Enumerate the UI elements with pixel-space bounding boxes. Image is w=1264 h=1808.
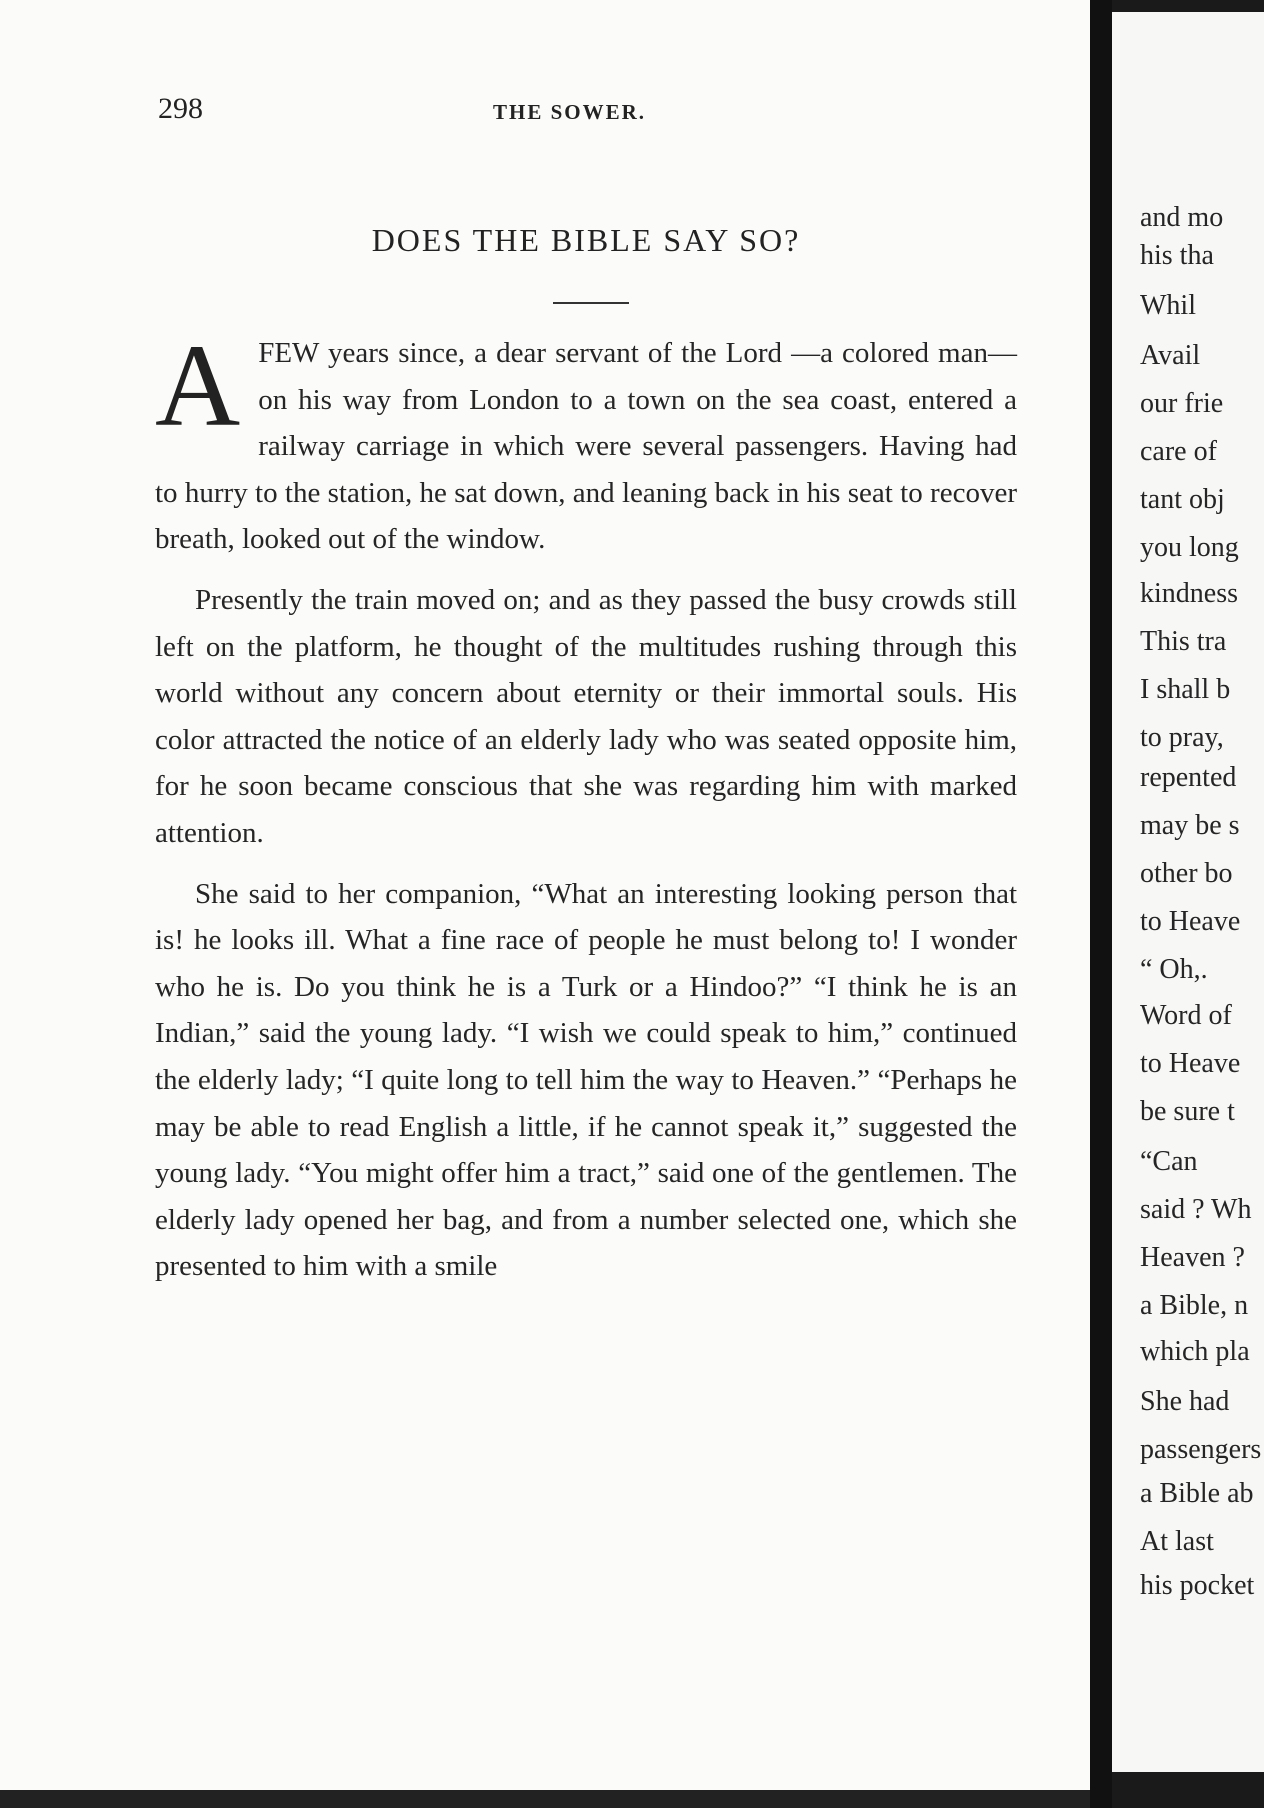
drop-cap: A	[155, 320, 241, 451]
line-fragment: Whil	[1140, 290, 1196, 321]
line-fragment: Avail	[1140, 340, 1201, 371]
line-fragment: “Can	[1140, 1146, 1198, 1177]
right-page	[1112, 12, 1264, 1772]
article-body	[155, 320, 1017, 1304]
line-fragment: which pla	[1140, 1336, 1250, 1367]
line-fragment: tant obj	[1140, 484, 1225, 515]
line-fragment: “ Oh,.	[1140, 954, 1208, 985]
book-gutter	[1090, 0, 1112, 1808]
journal-title: THE SOWER.	[493, 100, 647, 124]
line-fragment: you long	[1140, 532, 1239, 563]
line-fragment: his tha	[1140, 240, 1214, 271]
paragraph: She said to her companion, “What an interesting looking person that is! he looks ill. What a fine race of people he must belong to! I wonder who he is. Do you think he is a Turk or a Hindoo?” “I think he is an Indian,” said the young lady. “I wish we could speak to him,” continued the elderly lady; “I quite long to tell him the way to Heaven.” “Perhaps he may be able to read English a little, if he cannot speak it,” suggested the young lady. “You might offer him a tract,” said one of the gentlemen. The elderly lady opened her bag, and from a number selected one, which she presented to him with a smile	[155, 877, 1017, 1283]
paragraph-text: FEW years since, a dear servant of the Lord —a colored man—on his way from London to a town on the sea coast, entered a railway carriage in which were several passengers. Having had to hurry to the station, he sat down, and leaning back in his seat to recover breath, looked out of the window.	[155, 337, 1017, 556]
page-bottom-edge	[0, 1790, 1090, 1808]
paragraph: Presently the train moved on; and as they passed the busy crowds still left on the platform, he thought of the multitudes rushing through this world without any concern about eternity or their immortal souls. His color attracted the notice of an elderly lady who was seated opposite him, for he soon became conscious that she was regarding him with marked attention.	[155, 583, 1017, 849]
line-fragment: repented	[1140, 762, 1237, 793]
line-fragment: said ? Wh	[1140, 1194, 1252, 1225]
line-fragment: passengers	[1140, 1434, 1262, 1465]
line-fragment: our frie	[1140, 388, 1224, 419]
article-title: DOES THE BIBLE SAY SO?	[371, 222, 801, 258]
title-divider	[553, 302, 629, 304]
line-fragment: care of	[1140, 436, 1217, 467]
line-fragment: be sure t	[1140, 1096, 1235, 1127]
line-fragment: to pray,	[1140, 722, 1224, 753]
line-fragment: I shall b	[1140, 674, 1231, 705]
line-fragment: to Heave	[1140, 1048, 1241, 1079]
running-head	[158, 92, 1058, 132]
line-fragment: and mo	[1140, 202, 1224, 233]
line-fragment: Heaven ?	[1140, 1242, 1245, 1273]
line-fragment: a Bible, n	[1140, 1290, 1249, 1321]
line-fragment: She had	[1140, 1386, 1230, 1417]
line-fragment: Word of	[1140, 1000, 1232, 1031]
page-number: 298	[158, 92, 203, 125]
line-fragment: This tra	[1140, 626, 1227, 657]
line-fragment: his pocket	[1140, 1570, 1255, 1601]
line-fragment: kindness	[1140, 578, 1238, 609]
paragraph	[155, 320, 1017, 563]
line-fragment: may be s	[1140, 810, 1240, 841]
line-fragment: a Bible ab	[1140, 1478, 1254, 1509]
line-fragment: At last	[1140, 1526, 1214, 1557]
line-fragment: other bo	[1140, 858, 1233, 889]
line-fragment: to Heave	[1140, 906, 1241, 937]
